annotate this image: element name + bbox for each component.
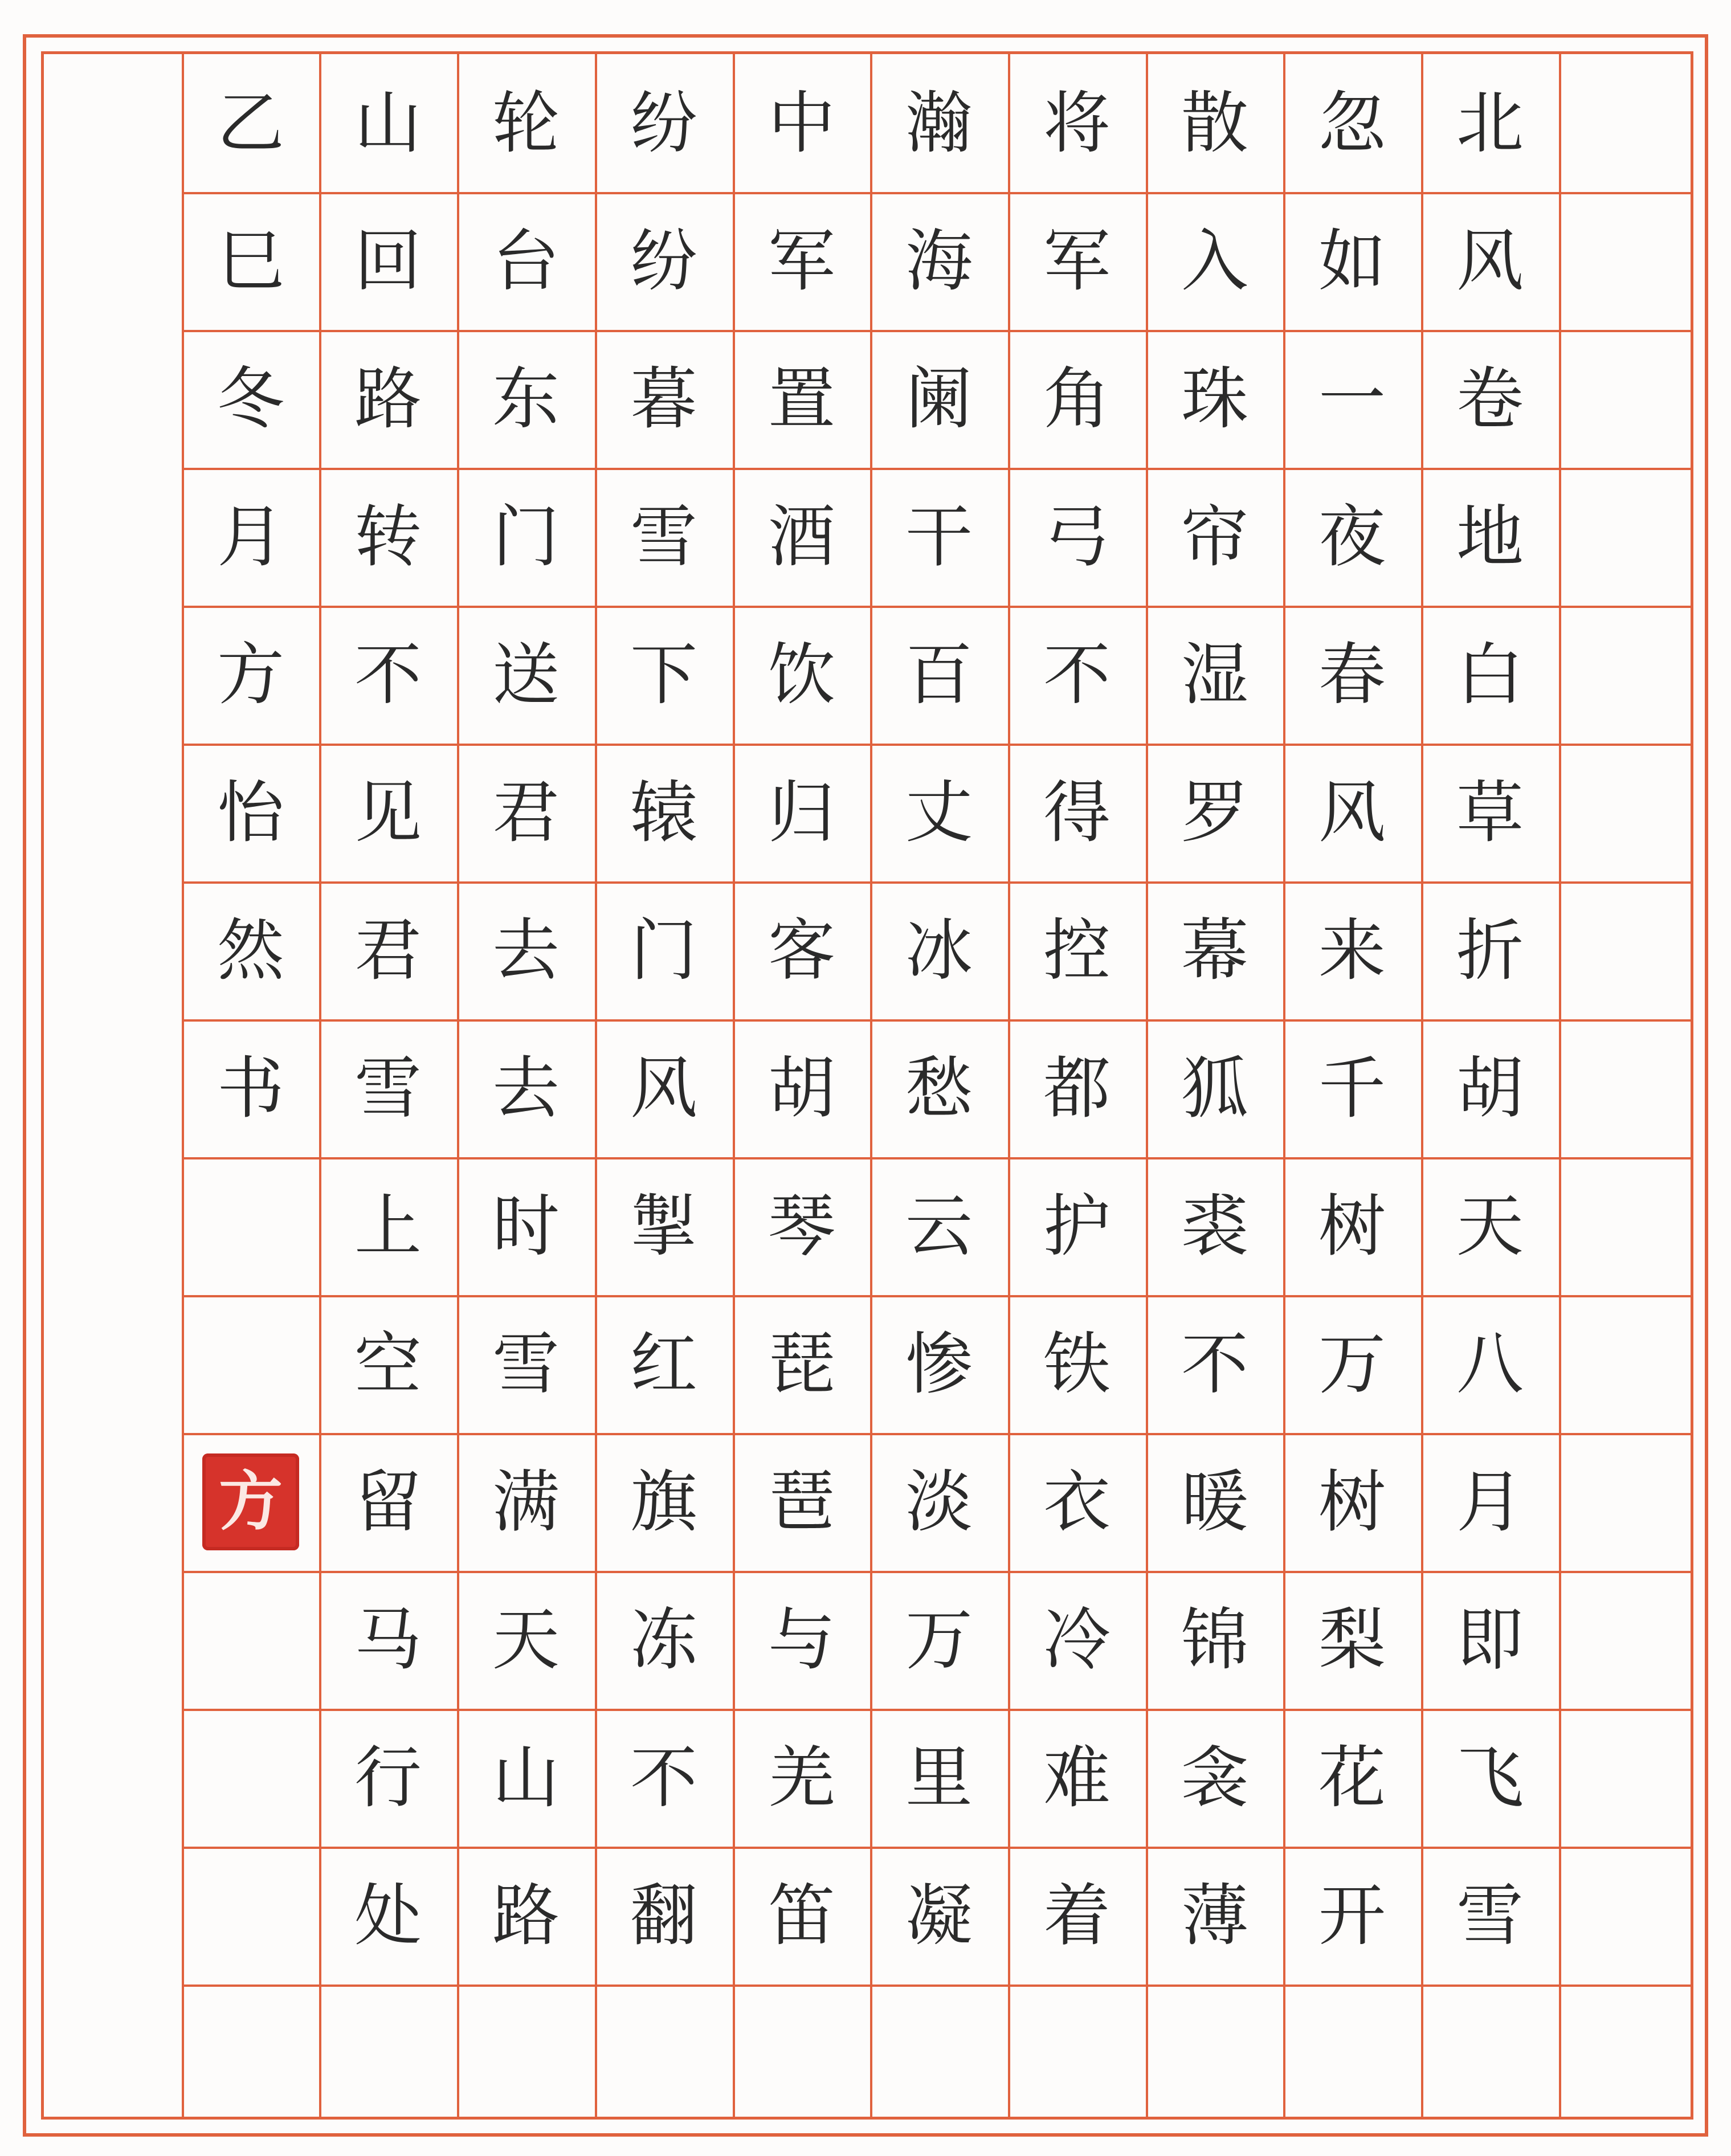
character-cell: 千: [1318, 1049, 1386, 1128]
character-cell: 北: [1456, 84, 1524, 162]
character-cell: 暮: [630, 360, 697, 438]
character-cell: 狐: [1181, 1049, 1248, 1128]
character-cell: 飞: [1456, 1738, 1524, 1817]
character-cell: 海: [905, 222, 973, 300]
signature-character: 月: [217, 497, 284, 576]
character-cell: 月: [1456, 1463, 1524, 1541]
character-cell: 薄: [1181, 1876, 1248, 1955]
character-cell: 天: [1456, 1187, 1524, 1265]
character-cell: 愁: [905, 1049, 973, 1128]
character-cell: 处: [354, 1876, 422, 1955]
red-seal-stamp: [202, 1453, 299, 1550]
character-cell: 旗: [630, 1463, 697, 1541]
character-cell: 折: [1456, 911, 1524, 990]
character-cell: 凝: [905, 1876, 973, 1955]
character-cell: 不: [354, 635, 422, 714]
character-cell: 阑: [905, 360, 973, 438]
character-cell: 台: [492, 222, 560, 300]
character-cell: 裘: [1181, 1187, 1248, 1265]
character-cell: 时: [492, 1187, 560, 1265]
character-cell: 山: [354, 84, 422, 162]
character-cell: 笛: [767, 1876, 835, 1955]
character-cell: 都: [1043, 1049, 1111, 1128]
character-cell: 军: [1043, 222, 1111, 300]
character-cell: 掣: [630, 1187, 697, 1265]
signature-character: 方: [217, 635, 284, 714]
character-cell: 下: [630, 635, 697, 714]
character-cell: 雪: [630, 497, 697, 576]
signature-character: 冬: [217, 360, 284, 438]
grid-horizontal-line: [182, 1984, 1691, 1987]
character-cell: 白: [1456, 635, 1524, 714]
character-cell: 雪: [1456, 1876, 1524, 1955]
character-cell: 路: [492, 1876, 560, 1955]
character-cell: 冻: [630, 1600, 697, 1679]
signature-character: 然: [217, 911, 284, 990]
character-cell: 纷: [630, 222, 697, 300]
character-cell: 归: [767, 773, 835, 852]
character-cell: 树: [1318, 1187, 1386, 1265]
character-cell: 如: [1318, 222, 1386, 300]
character-cell: 地: [1456, 497, 1524, 576]
character-cell: 来: [1318, 911, 1386, 990]
character-cell: 不: [630, 1738, 697, 1817]
character-cell: 惨: [905, 1325, 973, 1403]
character-cell: 空: [354, 1325, 422, 1403]
character-cell: 湿: [1181, 635, 1248, 714]
character-cell: 干: [905, 497, 973, 576]
character-cell: 梨: [1318, 1600, 1386, 1679]
character-cell: 轮: [492, 84, 560, 162]
character-cell: 羌: [767, 1738, 835, 1817]
character-cell: 夜: [1318, 497, 1386, 576]
character-cell: 草: [1456, 773, 1524, 852]
character-cell: 将: [1043, 84, 1111, 162]
character-cell: 锦: [1181, 1600, 1248, 1679]
character-cell: 红: [630, 1325, 697, 1403]
character-cell: 花: [1318, 1738, 1386, 1817]
character-cell: 见: [354, 773, 422, 852]
character-cell: 万: [905, 1600, 973, 1679]
character-cell: 置: [767, 360, 835, 438]
character-cell: 琶: [767, 1463, 835, 1541]
character-cell: 天: [492, 1600, 560, 1679]
character-cell: 回: [354, 222, 422, 300]
character-cell: 不: [1043, 635, 1111, 714]
character-cell: 散: [1181, 84, 1248, 162]
character-cell: 雪: [492, 1325, 560, 1403]
character-cell: 门: [492, 497, 560, 576]
character-cell: 护: [1043, 1187, 1111, 1265]
character-cell: 雪: [354, 1049, 422, 1128]
signature-character: 乙: [217, 84, 284, 162]
character-cell: 琴: [767, 1187, 835, 1265]
character-cell: 着: [1043, 1876, 1111, 1955]
character-cell: 控: [1043, 911, 1111, 990]
character-cell: 去: [492, 1049, 560, 1128]
character-cell: 琵: [767, 1325, 835, 1403]
character-cell: 铁: [1043, 1325, 1111, 1403]
character-cell: 满: [492, 1463, 560, 1541]
character-cell: 春: [1318, 635, 1386, 714]
character-cell: 转: [354, 497, 422, 576]
character-cell: 路: [354, 360, 422, 438]
character-cell: 君: [492, 773, 560, 852]
character-cell: 罗: [1181, 773, 1248, 852]
character-cell: 卷: [1456, 360, 1524, 438]
character-cell: 里: [905, 1738, 973, 1817]
character-cell: 忽: [1318, 84, 1386, 162]
character-cell: 即: [1456, 1600, 1524, 1679]
character-cell: 饮: [767, 635, 835, 714]
character-cell: 军: [767, 222, 835, 300]
character-cell: 与: [767, 1600, 835, 1679]
character-cell: 百: [905, 635, 973, 714]
character-cell: 上: [354, 1187, 422, 1265]
character-cell: 冰: [905, 911, 973, 990]
character-cell: 树: [1318, 1463, 1386, 1541]
character-grid: [41, 51, 1693, 2120]
character-cell: 去: [492, 911, 560, 990]
character-cell: 衣: [1043, 1463, 1111, 1541]
character-cell: 弓: [1043, 497, 1111, 576]
character-cell: 万: [1318, 1325, 1386, 1403]
character-cell: 衾: [1181, 1738, 1248, 1817]
character-cell: 胡: [767, 1049, 835, 1128]
character-cell: 中: [767, 84, 835, 162]
character-cell: 八: [1456, 1325, 1524, 1403]
character-cell: 暖: [1181, 1463, 1248, 1541]
character-cell: 留: [354, 1463, 422, 1541]
character-cell: 开: [1318, 1876, 1386, 1955]
character-cell: 不: [1181, 1325, 1248, 1403]
character-cell: 幕: [1181, 911, 1248, 990]
character-cell: 难: [1043, 1738, 1111, 1817]
character-cell: 东: [492, 360, 560, 438]
character-cell: 淡: [905, 1463, 973, 1541]
character-cell: 胡: [1456, 1049, 1524, 1128]
character-cell: 风: [630, 1049, 697, 1128]
character-cell: 君: [354, 911, 422, 990]
character-cell: 纷: [630, 84, 697, 162]
character-cell: 得: [1043, 773, 1111, 852]
character-cell: 门: [630, 911, 697, 990]
signature-character: 巳: [217, 222, 284, 300]
grid-vertical-line: [1559, 54, 1561, 2117]
character-cell: 客: [767, 911, 835, 990]
signature-character: 怡: [217, 773, 284, 852]
character-cell: 马: [354, 1600, 422, 1679]
character-cell: 入: [1181, 222, 1248, 300]
character-cell: 翻: [630, 1876, 697, 1955]
character-cell: 山: [492, 1738, 560, 1817]
character-cell: 瀚: [905, 84, 973, 162]
character-cell: 角: [1043, 360, 1111, 438]
character-cell: 行: [354, 1738, 422, 1817]
character-cell: 风: [1456, 222, 1524, 300]
character-cell: 送: [492, 635, 560, 714]
character-cell: 冷: [1043, 1600, 1111, 1679]
character-cell: 酒: [767, 497, 835, 576]
character-cell: 风: [1318, 773, 1386, 852]
signature-character: 书: [217, 1049, 284, 1128]
character-cell: 云: [905, 1187, 973, 1265]
seal-glyph: 方: [219, 1465, 283, 1539]
character-cell: 丈: [905, 773, 973, 852]
character-cell: 一: [1318, 360, 1386, 438]
character-cell: 帘: [1181, 497, 1248, 576]
character-cell: 辕: [630, 773, 697, 852]
character-cell: 珠: [1181, 360, 1248, 438]
